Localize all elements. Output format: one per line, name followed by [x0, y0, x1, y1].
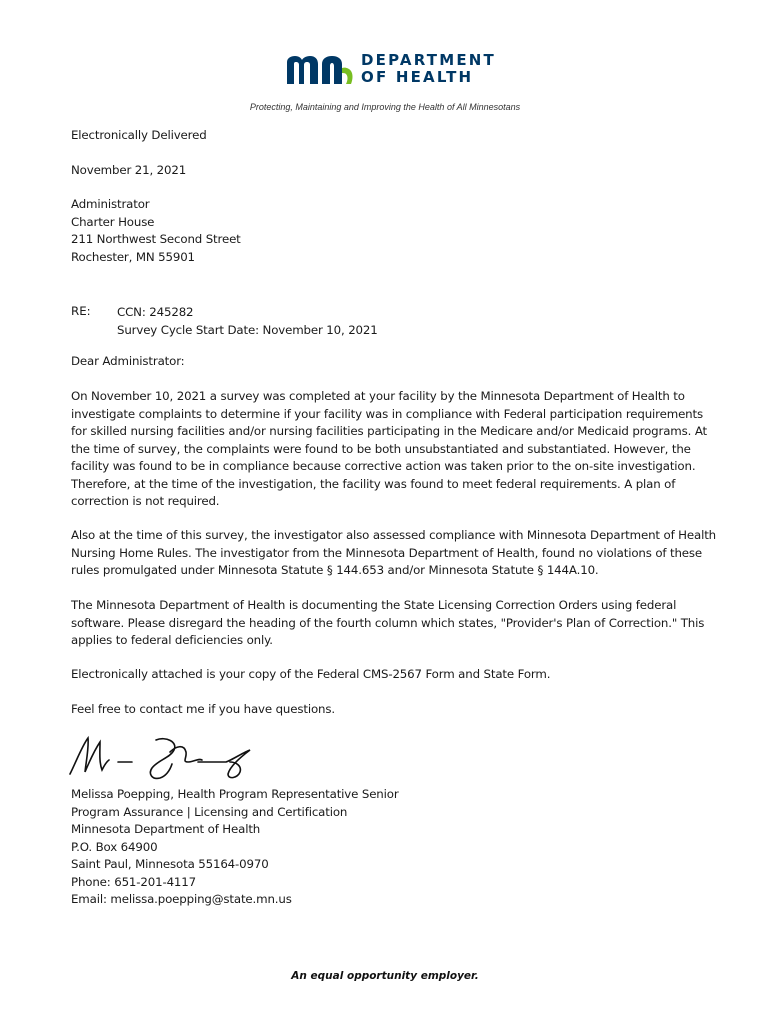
recipient-line: 211 Northwest Second Street	[71, 232, 241, 246]
paragraph-line: investigate complaints to determine if your facility was in compliance with Federal participation requirements	[71, 406, 703, 421]
letter-date: November 21, 2021	[71, 163, 187, 177]
paragraph-state-rules	[71, 527, 717, 580]
logo-text-department: DEPARTMENT	[361, 51, 496, 69]
paragraph-line: applies to federal deficiencies only.	[71, 633, 273, 647]
re-details	[117, 304, 378, 339]
signer-division: Program Assurance | Licensing and Certification	[71, 804, 348, 819]
footer-statement: An equal opportunity employer.	[291, 970, 479, 982]
paragraph-line: The Minnesota Department of Health is documenting the State Licensing Correction Orders using federal	[71, 598, 677, 612]
signer-po-box: P.O. Box 64900	[71, 839, 158, 854]
paragraph-line: Therefore, at the time of the investigation, the facility was found to meet federal requirements. A plan of	[71, 476, 676, 491]
mdh-logo	[285, 52, 495, 88]
paragraph-correction-orders	[71, 597, 705, 650]
re-label: RE:	[71, 304, 91, 318]
paragraph-line: facility was found to be in compliance because corrective action was taken prior to the on-site investigation.	[71, 459, 696, 473]
salutation: Dear Administrator:	[71, 354, 185, 368]
signer-department: Minnesota Department of Health	[71, 822, 261, 836]
recipient-address	[71, 196, 241, 266]
paragraph-attachment: Electronically attached is your copy of the Federal CMS-2567 Form and State Form.	[71, 667, 551, 681]
paragraph-line: On November 10, 2021 a survey was completed at your facility by the Minnesota Department of Health to	[71, 389, 685, 403]
mn-logo-icon	[285, 54, 357, 86]
paragraph-survey-result	[71, 388, 708, 511]
signer-name-title: Melissa Poepping, Health Program Representative Senior	[71, 787, 399, 801]
signer-phone: Phone: 651-201-4117	[71, 874, 196, 889]
paragraph-line: for skilled nursing facilities and/or nursing facilities participating in the Medicare and/or Medicaid programs. At	[71, 424, 708, 438]
delivery-note: Electronically Delivered	[71, 128, 207, 142]
signer-email: Email: melissa.poepping@state.mn.us	[71, 892, 292, 906]
signer-city: Saint Paul, Minnesota 55164-0970	[71, 857, 269, 871]
paragraph-line: Also at the time of this survey, the investigator also assessed compliance with Minnesota Department of Health	[71, 528, 717, 542]
recipient-line: Administrator	[71, 197, 150, 211]
tagline: Protecting, Maintaining and Improving the Health of All Minnesotans	[249, 102, 521, 112]
paragraph-line: Nursing Home Rules. The investigator from the Minnesota Department of Health, found no violations of these	[71, 545, 703, 560]
signature-block	[71, 786, 399, 909]
recipient-line: Rochester, MN 55901	[71, 249, 195, 264]
paragraph-line: the time of survey, the complaints were found to be both unsubstantiated and substantiated. However, the	[71, 441, 691, 456]
paragraph-line: rules promulgated under Minnesota Statute § 144.653 and/or Minnesota Statute § 144A.10.	[71, 563, 599, 577]
paragraph-contact: Feel free to contact me if you have questions.	[71, 702, 335, 716]
re-ccn: CCN: 245282	[117, 305, 194, 319]
re-survey-date: Survey Cycle Start Date: November 10, 2021	[117, 322, 378, 337]
handwritten-signature	[66, 732, 261, 784]
paragraph-line: software. Please disregard the heading of the fourth column which states, "Provider's Plan of Correction." This	[71, 615, 705, 630]
paragraph-line: correction is not required.	[71, 494, 220, 508]
recipient-line: Charter House	[71, 214, 155, 229]
logo-text-of-health: OF HEALTH	[361, 68, 474, 86]
